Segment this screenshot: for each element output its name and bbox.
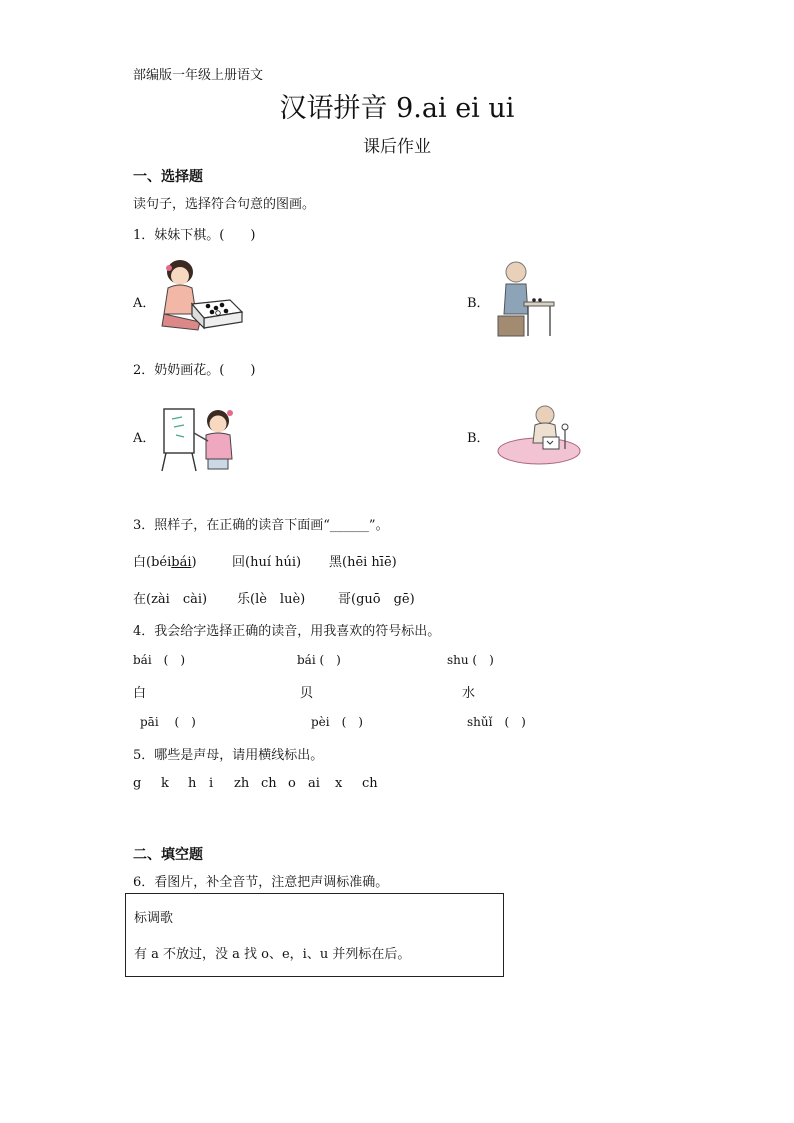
q4-pinyin-shu[interactable]: shu ( ) [447,653,494,667]
page-subtitle: 课后作业 [363,137,431,157]
series-label: 部编版一年级上册语文 [133,68,264,83]
q5-letter-ch-2[interactable]: ch [362,776,378,791]
tone-rule-box [125,893,504,977]
q5-letter-i[interactable]: i [209,776,214,791]
section-heading-fill: 二、填空题 [133,847,203,863]
girl-painting-image[interactable] [160,403,246,473]
question-5: 5．哪些是声母，请用横线标出。 [133,748,324,763]
tone-rule-title: 标调歌 [134,911,174,926]
question-2: 2．奶奶画花。( ) [133,363,256,378]
grandma-drawing-flowers-image[interactable] [497,403,583,467]
q5-letter-zh[interactable]: zh [234,776,250,791]
instruction: 读句子，选择符合句意的图画。 [133,197,316,212]
q4-pinyin-pai[interactable]: pāi ( ) [140,715,196,729]
q4-char-shui: 水 [462,686,476,701]
q3-item-le[interactable]: 乐(lè luè) [237,592,306,607]
girl-playing-chess-image[interactable] [152,256,244,338]
q3-bai-close: ) [191,555,197,570]
question-6: 6．看图片，补全音节，注意把声调标准确。 [133,875,389,890]
grandpa-playing-chess-image[interactable] [494,258,556,340]
q3-bai-underlined: bái [171,555,192,570]
q3-item-hui[interactable]: 回(huí húi) [232,555,302,570]
q3-item-ge[interactable]: 哥(guō gē) [338,592,415,607]
section-heading-choice: 一、选择题 [133,169,203,185]
q1-option-a-label[interactable]: A． [133,296,156,311]
q1-option-b-label[interactable]: B． [467,296,490,311]
q5-letter-k[interactable]: k [161,776,169,791]
q2-option-b-label[interactable]: B． [467,431,490,446]
q4-char-bai: 白 [133,686,147,701]
q5-letter-o[interactable]: o [288,776,296,791]
q2-option-a-label[interactable]: A． [133,431,156,446]
q4-pinyin-bai-2[interactable]: bái ( ) [297,653,341,667]
q5-letter-h[interactable]: h [188,776,197,791]
q5-letter-g[interactable]: g [133,776,142,791]
q4-pinyin-shui[interactable]: shǔǐ ( ) [467,715,526,729]
q4-char-bei: 贝 [300,686,314,701]
q3-item-bai[interactable] [133,551,197,570]
q5-letter-ai[interactable]: ai [308,776,320,791]
q4-pinyin-pei[interactable]: pèi ( ) [311,715,363,729]
question-4: 4．我会给字选择正确的读音，用我喜欢的符号标出。 [133,624,441,639]
q3-bai-text: 白(béi [133,555,172,570]
q4-pinyin-bai-1[interactable]: bái ( ) [133,653,186,667]
question-1: 1．妹妹下棋。( ) [133,228,256,243]
question-3: 3．照样子，在正确的读音下面画“______”。 [133,518,389,533]
q3-item-zai[interactable]: 在(zài cài) [133,592,208,607]
page-title: 汉语拼音 9.ai ei ui [279,93,515,124]
q5-letter-x[interactable]: x [335,776,343,791]
q5-letter-ch[interactable]: ch [261,776,277,791]
tone-rule-text: 有 a 不放过，没 a 找 o、e，i、u 并列标在后。 [134,947,411,962]
q3-item-hei[interactable]: 黑(hēi hīē) [329,555,397,570]
